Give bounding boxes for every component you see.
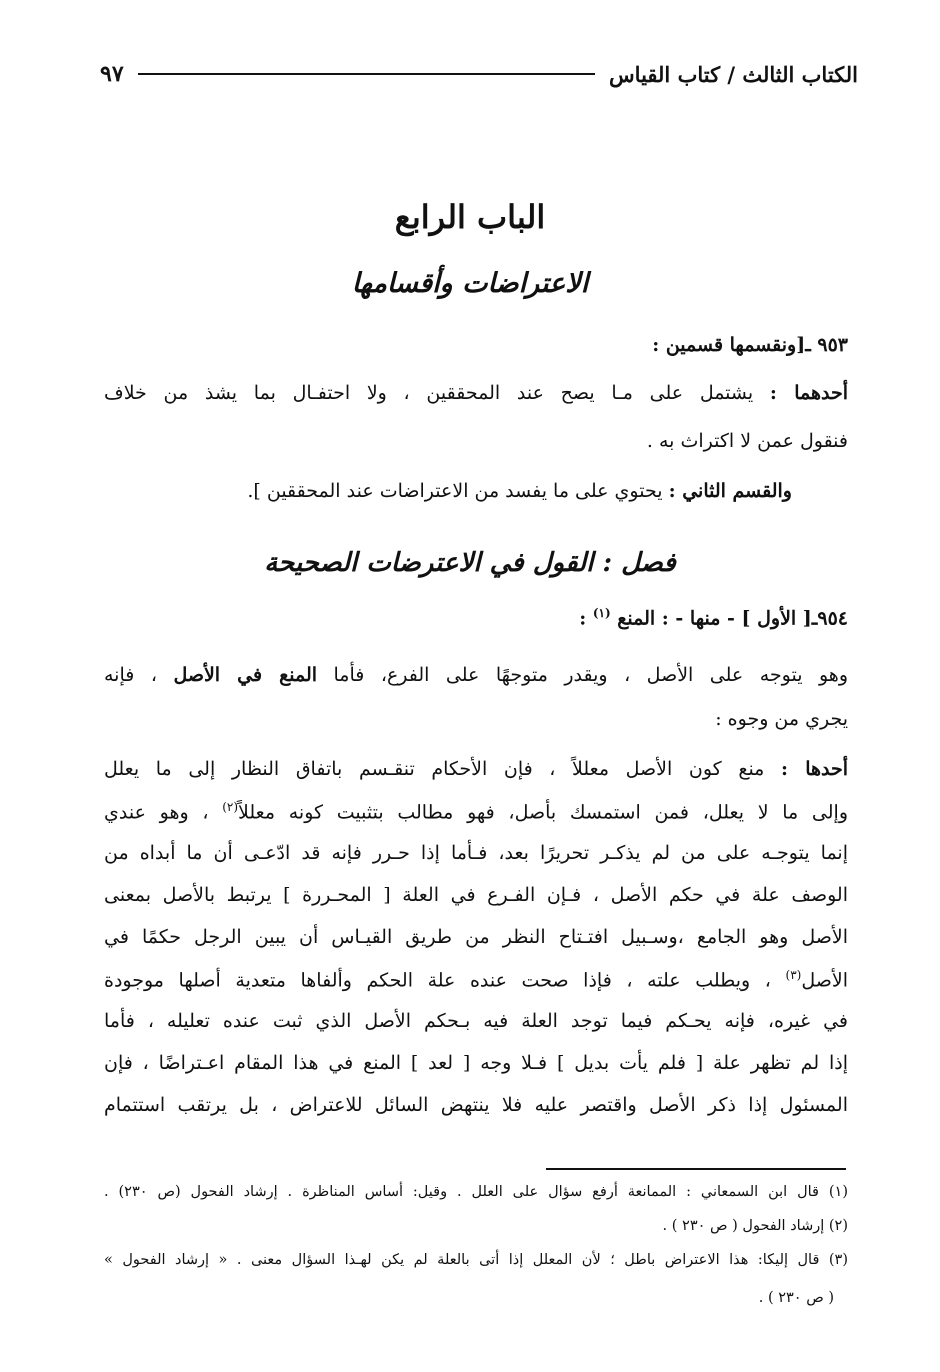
running-header-title: الكتاب الثالث / كتاب القياس — [609, 61, 858, 87]
footnote-ref-1: (١) — [592, 606, 611, 620]
para-954-line-1 — [104, 664, 848, 686]
para-954-body-1-text: منع كون الأصل معللاً ، فإن الأحكام تنقـسم باتفاق النظار إلى ما يعلل — [104, 758, 765, 780]
para-953-first-label: أحدهما : — [769, 382, 849, 404]
para-954-body-4: الوصف علة في حكم الأصل ، فـإن الفـرع في العلة [ المحـررة ] يرتبط بالأصل بمعنى — [104, 884, 848, 906]
para-954-body-6 — [104, 968, 848, 991]
para-954-body-5: الأصل وهو الجامع ،وسـبيل افتـتاح النظر من طريق القيـاس أن يبين الرجل حكمًا في — [104, 926, 848, 948]
para-953-second — [247, 480, 792, 502]
para-953-first-line-1 — [104, 382, 848, 404]
para-954-body-2-a: وإلى ما لا يعلل، فمن استمسك بأصل، فهو مطالب بتثبيت كونه معللاً — [238, 801, 848, 824]
para-954-line-1-bold: المنع في الأصل — [173, 664, 318, 686]
para-953-lead: ٩٥٣ ـ[ونقسمها قسمين : — [652, 334, 848, 356]
header-rule — [138, 73, 595, 75]
page-number: ٩٧ — [100, 61, 124, 87]
footnote-2: (٢) إرشاد الفحول ( ص ٢٣٠ ) . — [662, 1218, 848, 1234]
para-954-first-label: أحدها : — [780, 758, 848, 780]
chapter-title: الباب الرابع — [394, 198, 546, 236]
para-953-second-text: يحتوي على ما يفسد من الاعتراضات عند المحققين ]. — [247, 480, 663, 502]
para-954-body-8: إذا لم تظهر علة [ فلم يأت بديل ] فـلا وجه [ لعد ] المنع في هذا المقام اعـتراضًا ، فإن — [104, 1052, 848, 1074]
para-953-second-label: والقسم الثاني : — [668, 480, 792, 502]
footnote-3-line-2: ( ص ٢٣٠ ) . — [758, 1290, 834, 1306]
para-954-body-6-a: الأصل — [801, 969, 848, 992]
para-954-body-2 — [104, 800, 848, 823]
footnote-rule — [546, 1168, 846, 1170]
footnote-3-line-1: (٣) قال إليكا: هذا الاعتراض باطل ؛ لأن المعلل إذا أتى بالعلة لم يكن لهـذا السؤال معنى . « إرشاد الفحول » — [104, 1252, 848, 1268]
running-header — [100, 54, 858, 94]
para-953-first-text: يشتمل على مـا يصح عند المحققين ، ولا احتفـال بما يشذ من خلاف — [104, 382, 754, 404]
chapter-subtitle: الاعتراضات وأقسامها — [351, 268, 589, 299]
para-954-lead — [579, 606, 848, 629]
para-954-body-3: إنما يتوجـه على من لم يذكـر تحريرًا بعد، فـأما إذا حـرر فإنه قد ادّعـى أن ما أبداه من — [104, 842, 848, 864]
para-954-body-9: المسئول إذا ذكر الأصل واقتصر عليه فلا ينتهض السائل للاعتراض ، بل يرتقب استتمام — [104, 1094, 848, 1116]
section-title: فصل : القول في الاعترضات الصحيحة — [264, 548, 676, 578]
para-953-first-line-2: فنقول عمن لا اكتراث به . — [646, 430, 848, 452]
para-954-body-7: في غيره، فإنه يحـكم فيما توجد العلة فيه بـحكم الأصل الذي ثبت عنده تعليله ، فأما — [104, 1010, 848, 1032]
para-954-body-1 — [104, 758, 848, 780]
para-954-lead-text: ٩٥٤ـ[ الأول ] - منها - : المنع — [617, 607, 848, 630]
footnote-1: (١) قال ابن السمعاني : الممانعة أرفع سؤال على العلل . وقيل: أساس المناظرة . إرشاد الفحول (ص ٢٣٠) . — [104, 1184, 848, 1200]
para-954-line-1-c: ، فإنه — [104, 664, 157, 686]
para-954-line-1-a: وهو يتوجه على الأصل ، ويقدر متوجهًا على الفرع، فأما — [333, 664, 848, 686]
para-954-body-2-b: ، وهو عندي — [104, 801, 209, 824]
footnote-ref-3: (٣) — [785, 968, 802, 982]
para-954-body-6-b: ، ويطلب علته ، فإذا صحت عنده علة الحكم وألفاها متعدية أصلها موجودة — [104, 969, 771, 992]
footnote-ref-2: (٢) — [222, 800, 239, 814]
para-954-lead-colon: : — [579, 607, 587, 630]
para-954-line-2: يجري من وجوه : — [715, 708, 848, 730]
